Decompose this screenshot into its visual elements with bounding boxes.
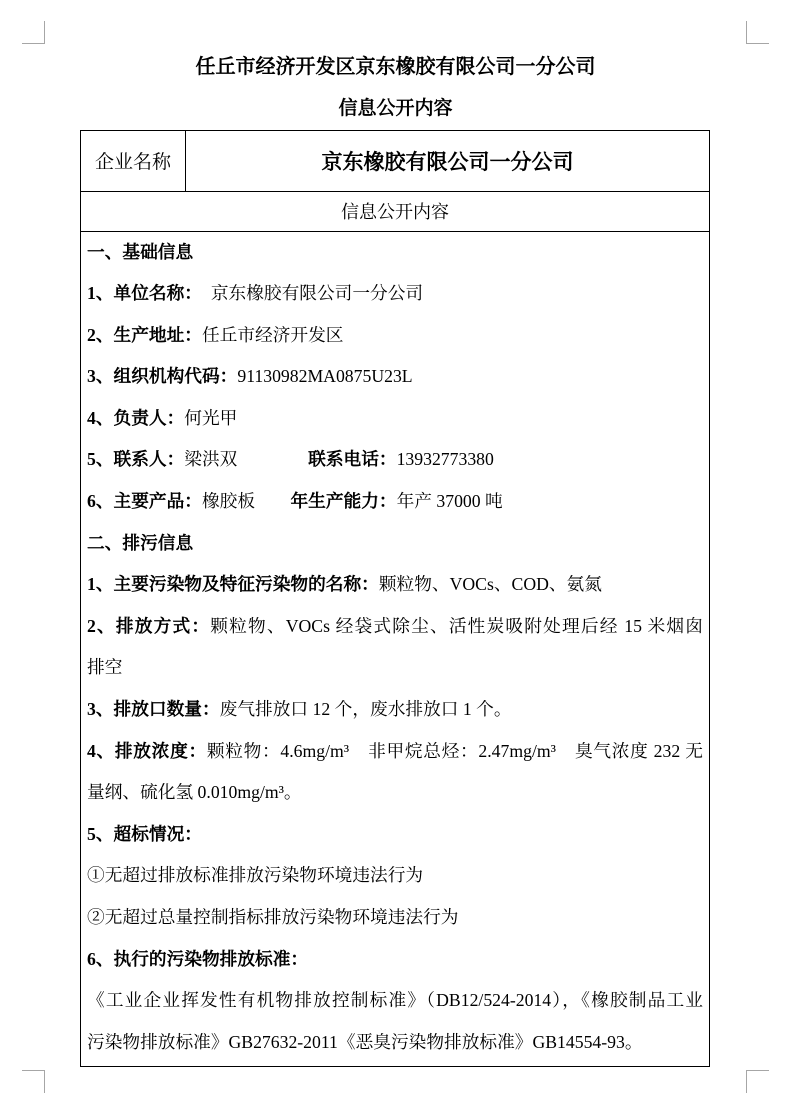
field-label: 1、主要污染物及特征污染物的名称： — [87, 574, 379, 595]
field-value: 排空 — [87, 657, 123, 678]
field-label: 5、联系人： — [87, 449, 185, 470]
field-label: 5、超标情况： — [87, 823, 202, 844]
document-subtitle: 信息公开内容 — [338, 98, 453, 119]
company-name-label: 企业名称 — [81, 131, 186, 191]
field-value: 京东橡胶有限公司一分公司 — [193, 283, 424, 304]
field-label: 2、排放方式： — [87, 615, 211, 636]
field-label: 一、基础信息 — [87, 241, 194, 262]
field-value: 梁洪双 — [184, 449, 309, 470]
field-value: 91130982MA0875U23L — [237, 366, 413, 387]
field-value: 《工业企业挥发性有机物排放控制标准》（DB12/524-2014），《橡胶制品工业 — [87, 990, 703, 1011]
field-value: 污染物排放标准》GB27632-2011《恶臭污染物排放标准》GB14554-93。 — [87, 1031, 643, 1052]
content-line — [87, 731, 703, 773]
table-content-cell — [81, 232, 709, 1064]
content-line — [87, 897, 703, 939]
table-row-company — [81, 131, 709, 192]
field-label: 1、单位名称： — [87, 283, 194, 304]
field-label: 联系电话： — [308, 449, 397, 470]
field-label: 3、组织机构代码： — [87, 366, 238, 387]
table-row-section-header: 信息公开内容 — [81, 192, 709, 232]
company-name-value: 京东橡胶有限公司一分公司 — [321, 150, 574, 174]
field-value: 颗粒物、VOCs 经袋式除尘、活性炭吸附处理后经 15 米烟囱 — [210, 615, 703, 636]
content-line — [87, 939, 703, 981]
field-label: 4、负责人： — [87, 407, 185, 428]
content-line — [87, 772, 703, 814]
field-value: 橡胶板 — [201, 491, 291, 512]
crop-mark-top-right-icon — [746, 21, 769, 44]
field-label: 6、主要产品： — [87, 491, 202, 512]
content-line — [87, 481, 703, 523]
content-line — [87, 315, 703, 357]
field-label: 年生产能力： — [290, 491, 397, 512]
field-label: 6、执行的污染物排放标准： — [87, 948, 309, 969]
content-line — [87, 814, 703, 856]
field-value: 13932773380 — [396, 449, 494, 470]
content-line — [87, 855, 703, 897]
content-line — [87, 564, 703, 606]
content-line — [87, 232, 703, 274]
content-line — [87, 606, 703, 648]
content-line — [87, 273, 703, 315]
field-label: 2、生产地址： — [87, 324, 202, 345]
field-value: 废气排放口 12 个，废水排放口 1 个。 — [219, 699, 512, 720]
crop-mark-top-left-icon — [22, 21, 45, 44]
content-line — [87, 439, 703, 481]
content-line — [87, 647, 703, 689]
content-line — [87, 689, 703, 731]
document-title: 任丘市经济开发区京东橡胶有限公司一分公司 — [195, 56, 596, 78]
field-label: 4、排放浓度： — [87, 740, 207, 761]
content-line — [87, 356, 703, 398]
field-value: 何光甲 — [184, 407, 238, 428]
field-value: ②无超过总量控制指标排放污染物环境违法行为 — [87, 907, 459, 927]
crop-mark-bottom-left-icon — [22, 1070, 45, 1093]
field-value: 颗粒物、VOCs、COD、氨氮 — [378, 574, 602, 595]
content-line — [87, 523, 703, 565]
field-value: 量纲、硫化氢 0.010mg/m³。 — [87, 782, 302, 803]
field-label: 二、排污信息 — [87, 532, 194, 553]
field-value: 颗粒物：4.6mg/m³ 非甲烷总烃：2.47mg/m³ 臭气浓度 232 无 — [206, 740, 703, 761]
info-table — [80, 130, 710, 1067]
content-line — [87, 398, 703, 440]
field-value: ①无超过排放标准排放污染物环境违法行为 — [87, 865, 424, 886]
crop-mark-bottom-right-icon — [746, 1070, 769, 1093]
field-label: 3、排放口数量： — [87, 699, 220, 720]
content-line — [87, 1022, 703, 1064]
field-value: 年产 37000 吨 — [396, 491, 503, 512]
content-line — [87, 980, 703, 1022]
field-value: 任丘市经济开发区 — [201, 324, 344, 345]
